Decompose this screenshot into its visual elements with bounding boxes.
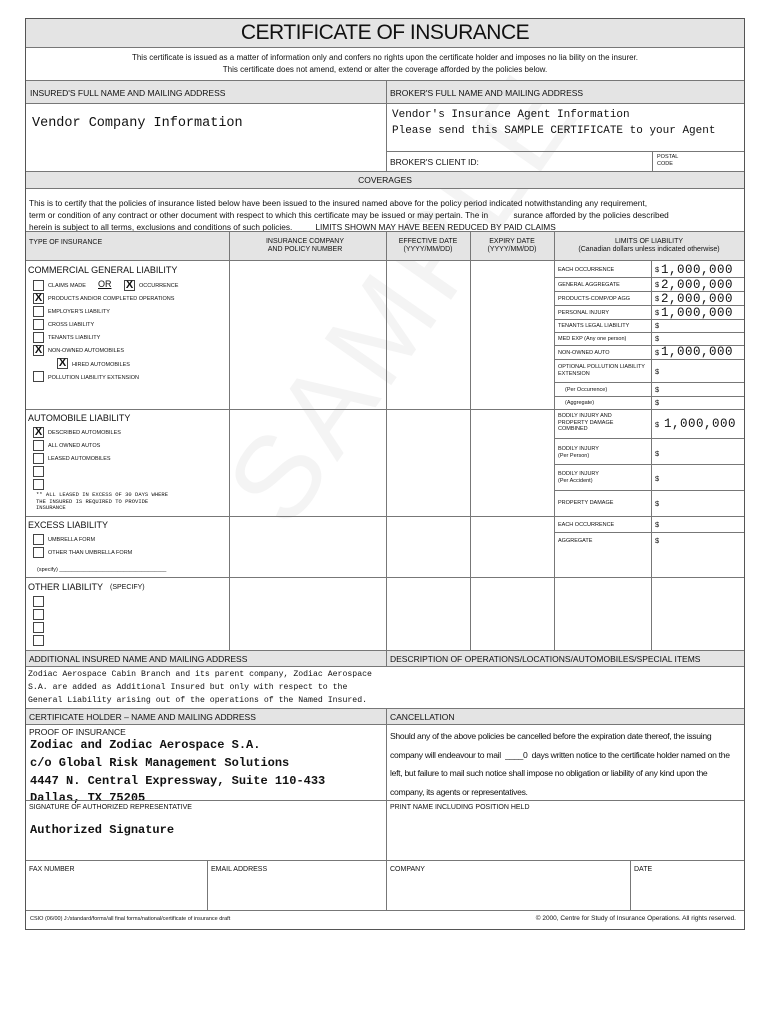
limit-dollar: $ [655,367,660,376]
leased-autos-checkbox[interactable] [33,453,44,464]
products-label: PRODUCTS AND/OR COMPLETED OPERATIONS [48,296,175,302]
bi-per-accident-label: BODILY INJURY (Per Accident) [558,471,599,484]
limit-dollar: $ [655,449,660,458]
col-type-of-insurance: TYPE OF INSURANCE [29,239,103,246]
insured-name[interactable]: Vendor Company Information [32,116,243,131]
products-checkbox[interactable]: X [34,292,43,304]
auto-blank-checkbox-1[interactable] [33,466,44,477]
excess-aggregate-label: AGGREGATE [558,538,593,544]
authorized-signature[interactable]: Authorized Signature [30,823,175,837]
certify-line-3: herein is subject to all terms, exclusions and conditions of such policies. LIMITS SHOWN MAY HAVE BEEN REDUCED BY PAID CLAIMS [29,222,556,232]
leased-autos-label: LEASED AUTOMOBILES [48,456,111,462]
limit-dollar: $ [655,385,660,394]
limit-dollar: $ [655,536,660,545]
occurrence-checkbox[interactable]: X [125,279,134,291]
limit-each-occurrence-value[interactable]: 1,000,000 [661,263,734,277]
signature-label: SIGNATURE OF AUTHORIZED REPRESENTATIVE [29,804,192,811]
auto-blank-checkbox-2[interactable] [33,479,44,490]
fax-number-label: FAX NUMBER [29,866,75,873]
company-label: COMPANY [390,866,425,873]
insured-label: INSURED'S FULL NAME AND MAILING ADDRESS [30,88,226,98]
other-umbrella-checkbox[interactable] [33,547,44,558]
occurrence-label: OCCURRENCE [139,283,179,289]
holder-line-1[interactable]: Zodiac and Zodiac Aerospace S.A. [30,738,261,752]
tenants-label: TENANTS LIABILITY [48,335,101,341]
limit-personal-injury-label: PERSONAL INJURY [558,310,610,316]
excess-each-occurrence-label: EACH OCCURRENCE [558,522,615,528]
leased-note: ** ALL LEASED IN EXCESS OF 30 DAYS WHERE THE INSURED IS REQUIRED TO PROVIDE INSURANCE [36,491,169,511]
limit-optional-pollution-label: OPTIONAL POLLUTION LIABILITY EXTENSION [558,364,645,377]
hired-label: HIRED AUTOMOBILES [72,362,130,368]
page-title: CERTIFICATE OF INSURANCE [240,21,530,44]
bi-pd-combined-label: BODILY INJURY AND PROPERTY DAMAGE COMBINED [558,413,614,432]
other-liability-title: OTHER LIABILITY [28,582,104,592]
limit-dollar: $ [655,520,660,529]
certificate-holder-label: CERTIFICATE HOLDER – NAME AND MAILING ADDRESS [29,712,256,722]
limit-dollar: $ [655,499,660,508]
cross-liability-checkbox[interactable] [33,319,44,330]
all-owned-autos-checkbox[interactable] [33,440,44,451]
limit-dollar: $ [655,294,660,303]
additional-insured-line-3[interactable]: General Liability arising out of the operations of the Named Insured. [28,696,368,705]
cancellation-text-3: left, but failure to mail such notice shall impose no obligation or liability of any kind upon the [390,768,708,778]
cancellation-text-4: company, its agents or representatives. [390,787,528,797]
limit-dollar: $ [655,348,660,357]
proof-of-insurance: PROOF OF INSURANCE [29,727,126,737]
broker-client-id-label: BROKER'S CLIENT ID: [390,157,479,167]
description-label: DESCRIPTION OF OPERATIONS/LOCATIONS/AUTOMOBILES/SPECIAL ITEMS [390,654,701,664]
excess-specify[interactable]: (specify) ___________________________________ [37,567,167,573]
additional-insured-line-2[interactable]: S.A. are added as Additional Insured but only with respect to the [28,683,348,692]
described-autos-checkbox[interactable]: X [34,426,43,438]
disclaimer-line-2: This certificate does not amend, extend or alter the coverage afforded by the policies below. [222,65,548,74]
col-insurance-company: INSURANCE COMPANY AND POLICY NUMBER [265,238,345,253]
pollution-checkbox[interactable] [33,371,44,382]
holder-line-4[interactable]: Dallas, TX 75205 [30,791,146,805]
footer-form-id: CSIO (06/00) J:/standard/forms/all final forms/national/certificate of insurance draft [30,916,231,922]
cancellation-text-1: Should any of the above policies be cancelled before the expiration date thereof, the issuing [390,731,712,741]
bi-per-person-label: BODILY INJURY (Per Person) [558,446,599,459]
other-checkbox-3[interactable] [33,622,44,633]
cross-liability-label: CROSS LIABILITY [48,322,95,328]
limit-dollar: $ [655,398,660,407]
limit-aggregate-label: (Aggregate) [565,400,595,406]
col-expiry-date: EXPIRY DATE (YYYY/MM/DD) [487,238,537,253]
pollution-label: POLLUTION LIABILITY EXTENSION [48,375,139,381]
holder-line-3[interactable]: 4447 N. Central Expressway, Suite 110-433 [30,774,326,788]
limit-dollar: $ [655,265,660,274]
hired-checkbox[interactable]: X [58,357,67,369]
bi-pd-combined-value[interactable]: 1,000,000 [664,417,737,431]
limit-products-agg-value[interactable]: 2,000,000 [661,292,734,306]
limit-tenants-legal-label: TENANTS LEGAL LIABILITY [558,323,630,329]
limit-general-aggregate-value[interactable]: 2,000,000 [661,278,734,292]
col-effective-date: EFFECTIVE DATE (YYYY/MM/DD) [398,238,458,253]
limit-each-occurrence-label: EACH OCCURRENCE [558,267,615,273]
limit-non-owned-auto-value[interactable]: 1,000,000 [661,345,734,359]
postal-code-label: POSTAL CODE [657,154,679,167]
umbrella-label: UMBRELLA FORM [48,537,96,543]
other-umbrella-label: OTHER THAN UMBRELLA FORM [48,550,133,556]
other-checkbox-1[interactable] [33,596,44,607]
coverages-heading: COVERAGES [358,175,412,185]
limit-products-agg-label: PRODUCTS-COMP/OP AGG [558,296,631,302]
tenants-checkbox[interactable] [33,332,44,343]
employers-checkbox[interactable] [33,306,44,317]
umbrella-checkbox[interactable] [33,534,44,545]
other-checkbox-2[interactable] [33,609,44,620]
limit-per-occurrence-label: (Per Occurrence) [565,387,608,393]
described-autos-label: DESCRIBED AUTOMOBILES [48,430,121,436]
limit-dollar: $ [655,321,660,330]
broker-line-1[interactable]: Vendor's Insurance Agent Information [392,109,630,121]
non-owned-checkbox[interactable]: X [34,344,43,356]
cancellation-label: CANCELLATION [390,712,455,722]
limit-non-owned-auto-label: NON-OWNED AUTO [558,350,610,356]
limit-dollar: $ [655,474,660,483]
all-owned-autos-label: ALL OWNED AUTOS [48,443,101,449]
disclaimer-line-1: This certificate is issued as a matter of information only and confers no rights upon the certificate holder and imposes no lia bility on the insurer. [131,53,639,62]
non-owned-label: NON-OWNED AUTOMOBILES [48,348,124,354]
limit-dollar: $ [655,420,660,429]
broker-label: BROKER'S FULL NAME AND MAILING ADDRESS [390,88,584,98]
email-address-label: EMAIL ADDRESS [211,866,268,873]
additional-insured-label: ADDITIONAL INSURED NAME AND MAILING ADDRESS [29,654,248,664]
col-limits: LIMITS OF LIABILITY (Canadian dollars unless indicated otherwise) [578,238,720,253]
print-name-label: PRINT NAME INCLUDING POSITION HELD [390,804,530,811]
auto-title: AUTOMOBILE LIABILITY [28,413,131,423]
claims-made-label: CLAIMS MADE [48,283,86,289]
holder-line-2[interactable]: c/o Global Risk Management Solutions [30,756,290,770]
certify-line-2: term or condition of any contract or other document with respect to which this certificate may be issued or may pertain. The in surance afforded by the policies described [29,210,669,220]
claims-made-checkbox[interactable] [33,280,44,291]
limit-dollar: $ [655,280,660,289]
footer-copyright: © 2000, Centre for Study of Insurance Operations. All rights reserved. [535,915,736,922]
limit-med-exp-label: MED EXP (Any one person) [558,336,627,342]
additional-insured-line-1[interactable]: Zodiac Aerospace Cabin Branch and its parent company, Zodiac Aerospace [28,670,372,679]
employers-label: EMPLOYER'S LIABILITY [48,309,110,315]
broker-line-2[interactable]: Please send this SAMPLE CERTIFICATE to your Agent [392,125,716,137]
cgl-title: COMMERCIAL GENERAL LIABILITY [28,265,178,275]
other-liability-specify: (SPECIFY) [110,584,145,591]
or-label: OR [98,279,112,289]
limit-personal-injury-value[interactable]: 1,000,000 [661,306,734,320]
excess-title: EXCESS LIABILITY [28,520,109,530]
limit-general-aggregate-label: GENERAL AGGREGATE [558,282,620,288]
limit-dollar: $ [655,334,660,343]
property-damage-label: PROPERTY DAMAGE [558,500,614,506]
cancellation-text-2: company will endeavour to mail ____0 days written notice to the certificate holder named on the [390,750,730,760]
certify-line-1: This is to certify that the policies of insurance listed below have been issued to the insured named above for the policy period indicated notwithstanding any requirement, [29,198,648,208]
limit-dollar: $ [655,308,660,317]
date-label: DATE [634,866,653,873]
other-checkbox-4[interactable] [33,635,44,646]
